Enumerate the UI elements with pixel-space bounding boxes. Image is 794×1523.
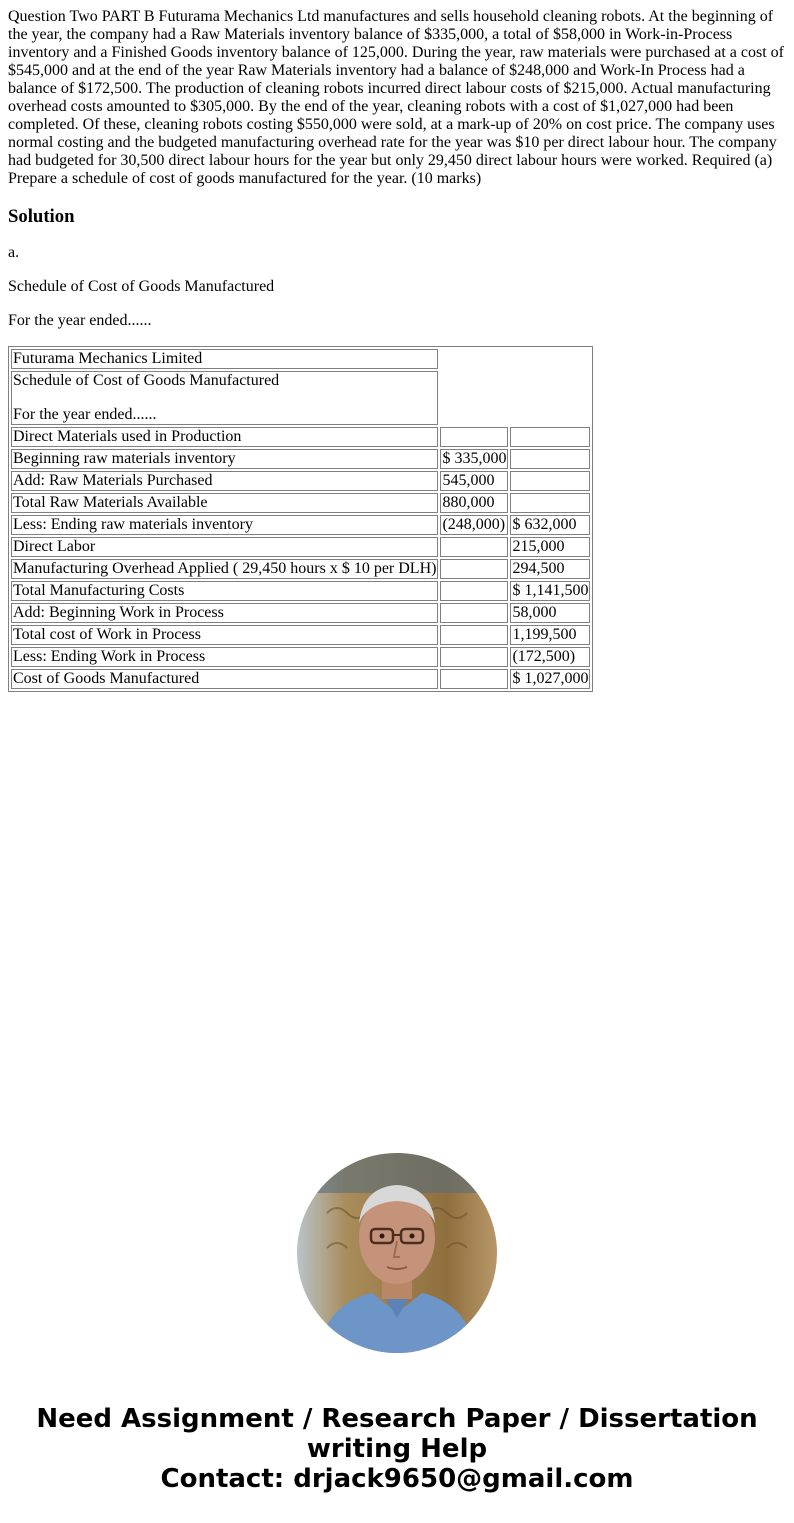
row-amount-col2: 1,199,500 [510, 625, 590, 645]
row-amount-col1: 880,000 [440, 493, 508, 513]
table-row [11, 471, 590, 491]
table-header-row [11, 349, 590, 369]
author-avatar [297, 1153, 497, 1353]
table-row [11, 625, 590, 645]
row-amount-col1 [440, 559, 508, 579]
row-label: Total Manufacturing Costs [11, 581, 438, 601]
row-amount-col2: 294,500 [510, 559, 590, 579]
row-label: Total cost of Work in Process [11, 625, 438, 645]
banner-contact-line: Contact: drjack9650@gmail.com [160, 1464, 634, 1494]
row-label: Add: Beginning Work in Process [11, 603, 438, 623]
avatar-portrait-icon [297, 1153, 497, 1353]
schedule-title-cell [11, 371, 438, 425]
row-amount-col2: 215,000 [510, 537, 590, 557]
table-row [11, 449, 590, 469]
row-label: Less: Ending Work in Process [11, 647, 438, 667]
row-amount-col2 [510, 449, 590, 469]
banner-line-2: writing Help [306, 1434, 488, 1464]
table-row [11, 515, 590, 535]
row-amount-col1 [440, 647, 508, 667]
row-amount-col1 [440, 625, 508, 645]
row-amount-col1 [440, 603, 508, 623]
table-period: For the year ended...... [13, 406, 157, 423]
table-row [11, 559, 590, 579]
row-amount-col1 [440, 669, 508, 689]
row-amount-col1 [440, 427, 508, 447]
row-label: Direct Materials used in Production [11, 427, 438, 447]
schedule-title: Schedule of Cost of Goods Manufactured [8, 278, 275, 295]
row-label: Total Raw Materials Available [11, 493, 438, 513]
question-text: Question Two PART B Futurama Mechanics Ltd manufactures and sells household cleaning robots. At the beginning of the year, the company had a Raw Materials inventory balance of $335,000, a total of $58,000 in Work-in-Process inventory and a Finished Goods inventory balance of 125,000. During the year, raw materials were purchased at a cost of $545,000 and at the end of the year Raw Materials inventory had a balance of $248,000 and Work-In Process had a balance of $172,500. The production of cleaning robots incurred direct labour costs of $215,000. Actual manufacturing overhead costs amounted to $305,000. By the end of the year, cleaning robots with a cost of $1,027,000 had been completed. Of these, cleaning robots costing $550,000 were sold, at a mark-up of 20% on cost price. The company uses normal costing and the budgeted manufacturing overhead rate for the year was $10 per direct labour hour. The company had budgeted for 30,500 direct labour hours for the year but only 29,450 direct labour hours were worked. Required (a) Prepare a schedule of cost of goods manufactured for the year. (10 marks) [8, 8, 785, 187]
row-label: Beginning raw materials inventory [11, 449, 438, 469]
blank-header-cell [440, 349, 590, 425]
row-label: Cost of Goods Manufactured [11, 669, 438, 689]
company-name-cell: Futurama Mechanics Limited [11, 349, 438, 369]
row-label: Add: Raw Materials Purchased [11, 471, 438, 491]
table-title: Schedule of Cost of Goods Manufactured [13, 372, 280, 389]
contact-banner [0, 1404, 794, 1494]
table-row [11, 427, 590, 447]
row-amount-col1: $ 335,000 [442, 450, 507, 467]
banner-line-1: Need Assignment / Research Paper / Dissertation [36, 1404, 758, 1434]
solution-heading: Solution [8, 206, 75, 227]
row-amount-col2: (172,500) [510, 647, 590, 667]
row-amount-col2: $ 1,141,500 [512, 582, 589, 599]
row-amount-col1: 545,000 [440, 471, 508, 491]
table-row [11, 537, 590, 557]
table-row [11, 581, 590, 601]
document-content [0, 0, 794, 692]
row-amount-col2 [510, 493, 590, 513]
cogm-table [8, 346, 593, 692]
period-text: For the year ended...... [8, 312, 152, 329]
row-label: Less: Ending raw materials inventory [11, 515, 438, 535]
row-amount-col1 [440, 581, 508, 601]
row-amount-col2 [510, 427, 590, 447]
solution-part-label: a. [8, 244, 20, 261]
row-amount-col2: $ 632,000 [510, 515, 590, 535]
table-row [11, 493, 590, 513]
row-amount-col1 [440, 537, 508, 557]
row-amount-col2: $ 1,027,000 [512, 670, 589, 687]
row-amount-col2 [510, 471, 590, 491]
table-row [11, 647, 590, 667]
row-label: Direct Labor [11, 537, 438, 557]
table-row [11, 603, 590, 623]
row-amount-col1: (248,000) [440, 515, 508, 535]
row-amount-col2: 58,000 [510, 603, 590, 623]
row-label: Manufacturing Overhead Applied ( 29,450 hours x $ 10 per DLH) [13, 560, 437, 577]
table-row [11, 669, 590, 689]
